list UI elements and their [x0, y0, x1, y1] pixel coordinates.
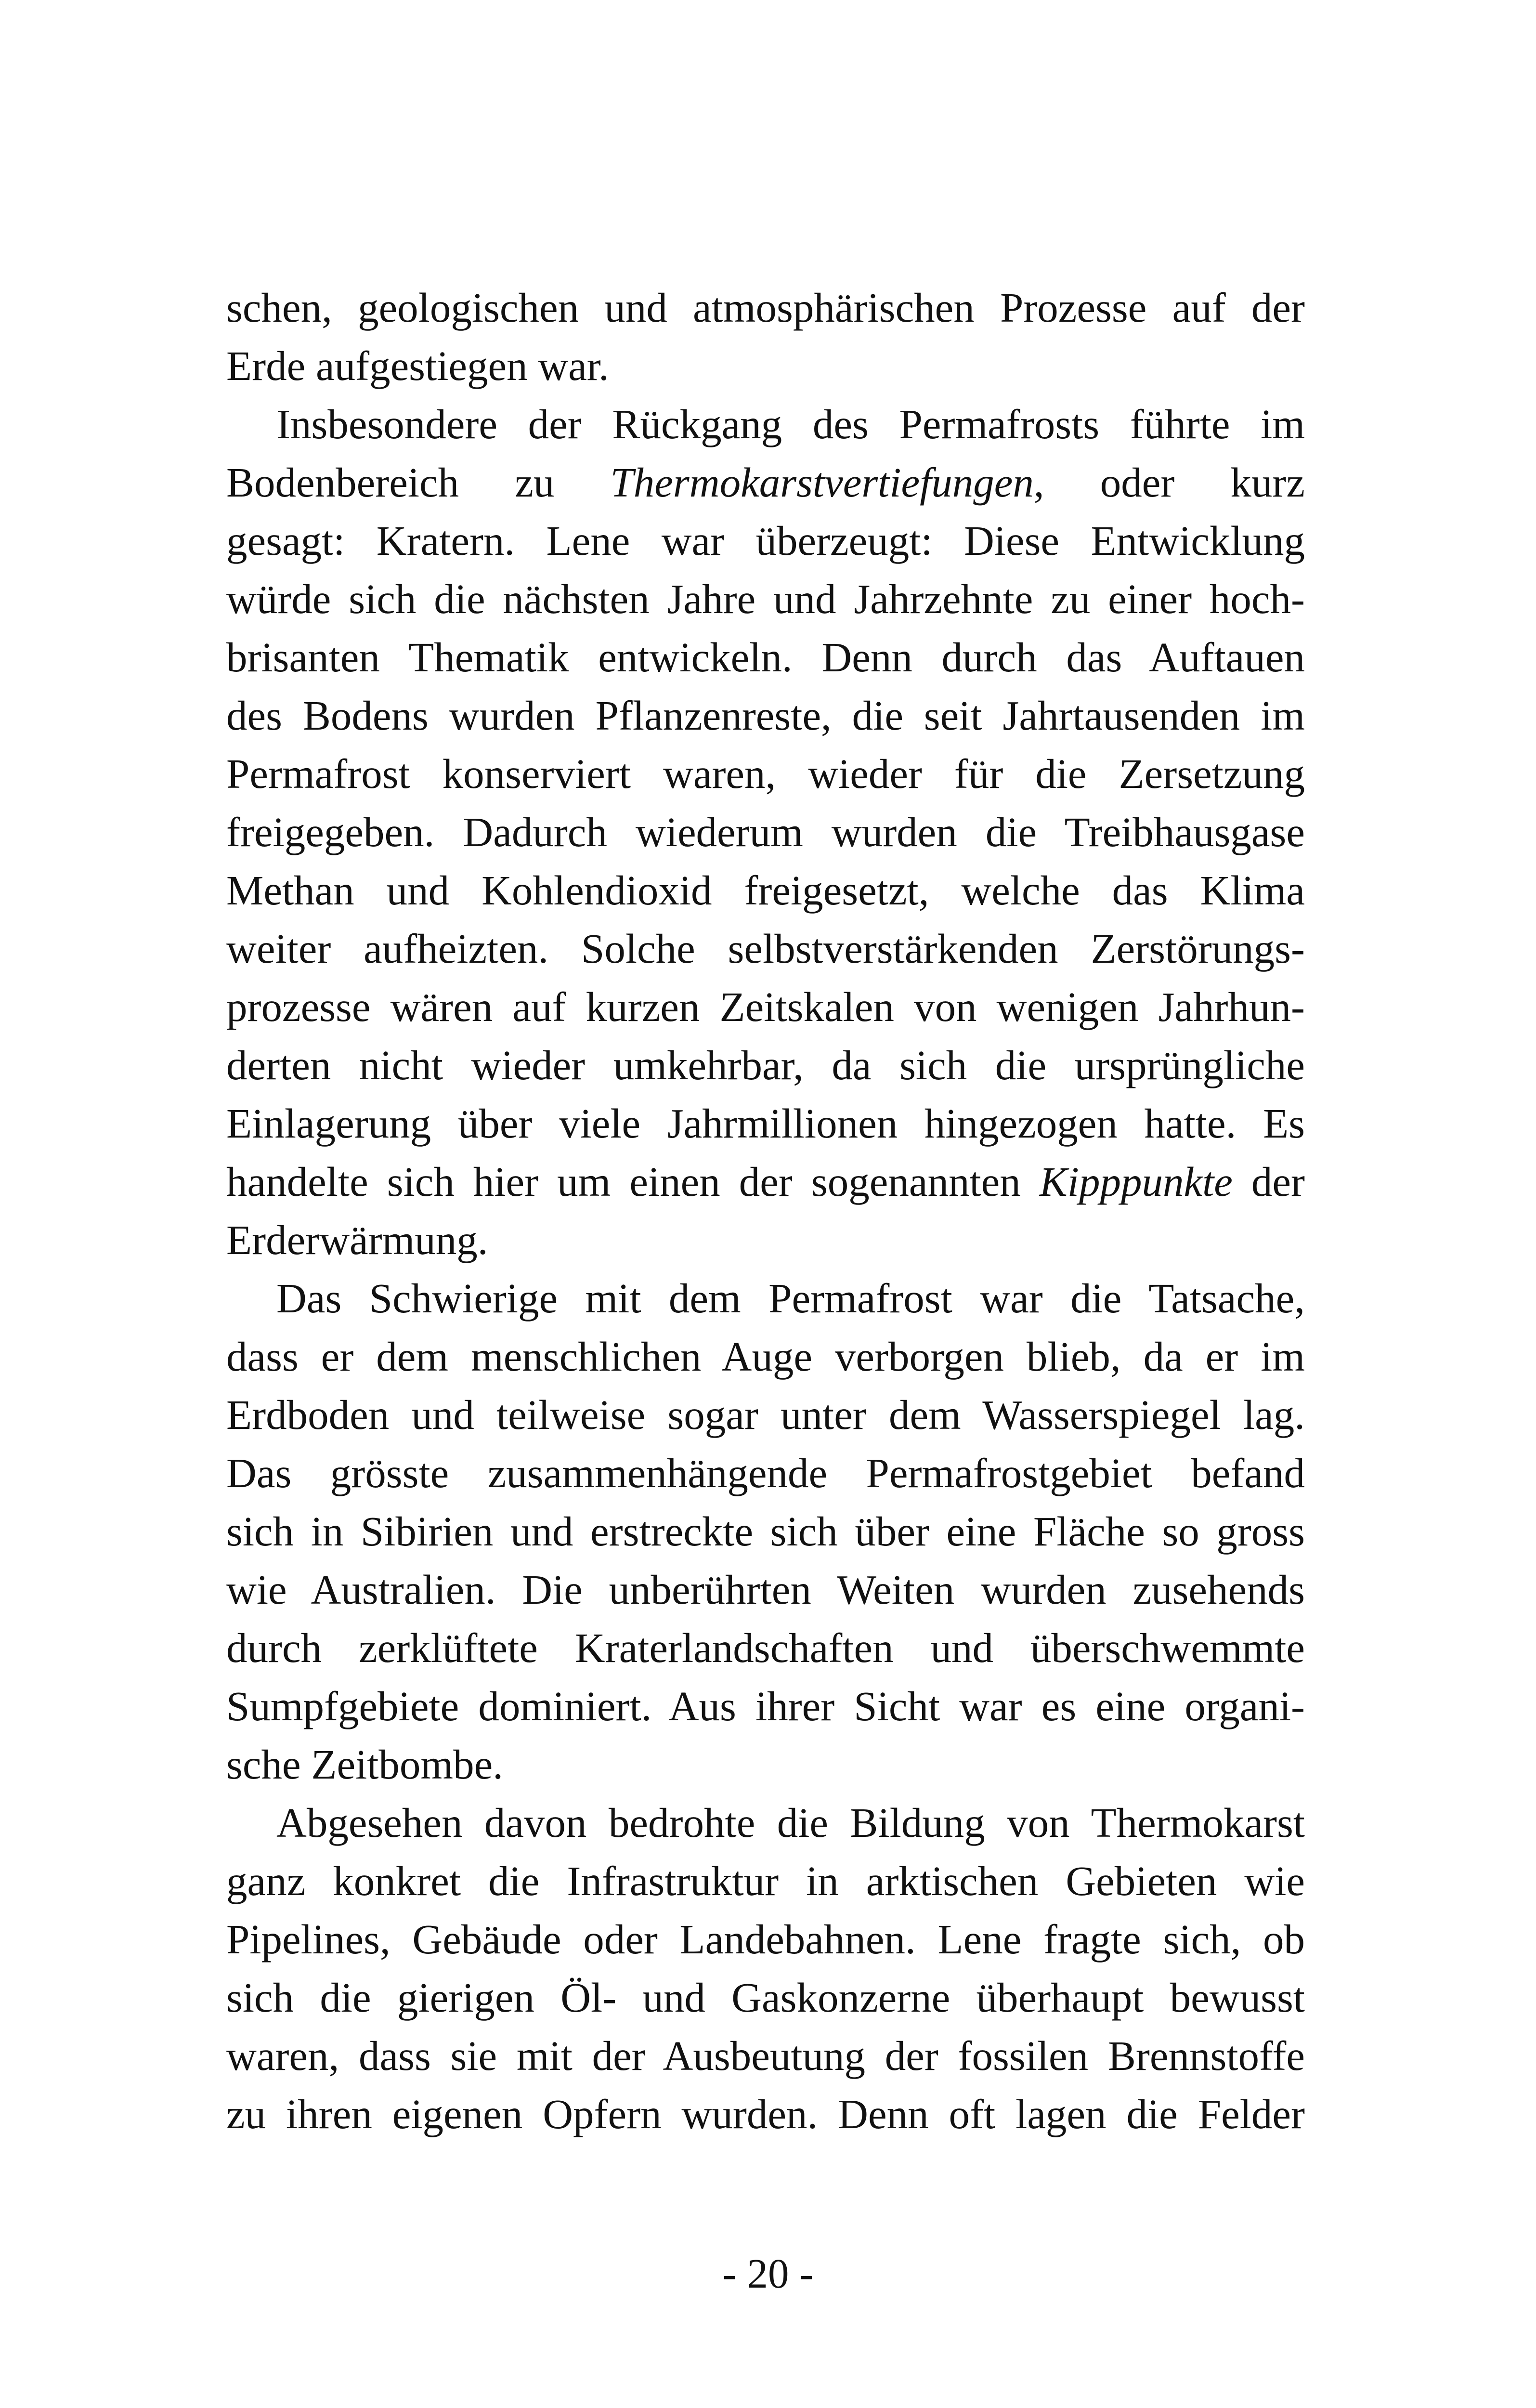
- text-segment: prozesse wären auf kurzen Zeitskalen von wenigen Jahrhun-: [226, 983, 1305, 1030]
- text-segment: des Bodens wurden Pflanzenreste, die seit Jahrtausenden im: [226, 692, 1305, 739]
- text-line: [226, 1211, 1305, 1269]
- text-line: [226, 1386, 1305, 1444]
- text-segment: Abgesehen davon bedrohte die Bildung von Thermokarst: [276, 1799, 1305, 1846]
- italic-term: Thermokarstvertiefungen: [610, 459, 1034, 506]
- text-segment: Erderwärmung.: [226, 1217, 488, 1263]
- paragraph: [226, 1269, 1305, 1793]
- text-segment: sich in Sibirien und erstreckte sich über eine Fläche so gross: [226, 1508, 1305, 1555]
- text-segment: Permafrost konserviert waren, wieder für die Zersetzung: [226, 750, 1305, 797]
- text-segment: würde sich die nächsten Jahre und Jahrzehnte zu einer hoch-: [226, 576, 1305, 622]
- text-line: [226, 1735, 1305, 1793]
- text-segment: der: [1232, 1158, 1305, 1205]
- paragraph: [226, 1793, 1305, 2143]
- text-line: [226, 453, 1305, 511]
- text-line: [226, 628, 1305, 686]
- text-line: [226, 1968, 1305, 2027]
- text-segment: gesagt: Kratern. Lene war überzeugt: Diese Entwicklung: [226, 517, 1305, 564]
- italic-term: Kipppunkte: [1039, 1158, 1233, 1205]
- text-segment: ganz konkret die Infrastruktur in arktischen Gebieten wie: [226, 1858, 1305, 1904]
- text-segment: wie Australien. Die unberührten Weiten wurden zusehends: [226, 1566, 1305, 1613]
- text-segment: Erde aufgestiegen war.: [226, 342, 609, 389]
- text-line: [226, 686, 1305, 745]
- text-line: [226, 1152, 1305, 1211]
- text-line: [226, 1793, 1305, 1852]
- text-line: [226, 1910, 1305, 1968]
- text-segment: Methan und Kohlendioxid freigesetzt, welche das Klima: [226, 867, 1305, 914]
- text-line: [226, 803, 1305, 861]
- text-line: [226, 978, 1305, 1036]
- text-segment: weiter aufheizten. Solche selbstverstärkenden Zerstörungs-: [226, 925, 1305, 972]
- text-segment: Einlagerung über viele Jahrmillionen hingezogen hatte. Es: [226, 1100, 1305, 1147]
- text-line: [226, 919, 1305, 978]
- text-line: [226, 511, 1305, 570]
- text-line: [226, 278, 1305, 337]
- text-segment: Erdboden und teilweise sogar unter dem Wasserspiegel lag.: [226, 1391, 1305, 1438]
- text-segment: schen, geologischen und atmosphärischen Prozesse auf der: [226, 284, 1305, 331]
- text-segment: Das Schwierige mit dem Permafrost war die Tatsache,: [276, 1275, 1305, 1322]
- text-line: [226, 1852, 1305, 1910]
- paragraph: [226, 278, 1305, 395]
- text-segment: dass er dem menschlichen Auge verborgen blieb, da er im: [226, 1333, 1305, 1380]
- text-line: [226, 745, 1305, 803]
- text-line: [226, 570, 1305, 628]
- text-line: [226, 1327, 1305, 1386]
- text-segment: brisanten Thematik entwickeln. Denn durch das Auftauen: [226, 634, 1305, 681]
- text-segment: sche Zeitbombe.: [226, 1741, 503, 1788]
- text-segment: zu ihren eigenen Opfern wurden. Denn oft lagen die Felder: [226, 2091, 1305, 2137]
- text-segment: Das grösste zusammenhängende Permafrostgebiet befand: [226, 1450, 1305, 1496]
- text-line: [226, 337, 1305, 395]
- text-line: [226, 861, 1305, 919]
- text-line: [226, 1619, 1305, 1677]
- text-segment: Insbesondere der Rückgang des Permafrosts führte im: [276, 401, 1305, 447]
- text-segment: waren, dass sie mit der Ausbeutung der fossilen Brennstoffe: [226, 2032, 1305, 2079]
- text-segment: sich die gierigen Öl- und Gaskonzerne überhaupt bewusst: [226, 1974, 1305, 2021]
- text-line: [226, 2027, 1305, 2085]
- text-segment: derten nicht wieder umkehrbar, da sich die ursprüngliche: [226, 1042, 1305, 1088]
- text-line: [226, 1444, 1305, 1502]
- text-line: [226, 1036, 1305, 1094]
- text-segment: , oder kurz: [1033, 459, 1305, 506]
- text-segment: Pipelines, Gebäude oder Landebahnen. Lene fragte sich, ob: [226, 1916, 1305, 1963]
- page-number: - 20 -: [722, 2250, 814, 2297]
- text-line: [226, 2085, 1305, 2143]
- text-segment: durch zerklüftete Kraterlandschaften und überschwemmte: [226, 1624, 1305, 1671]
- text-line: [226, 1094, 1305, 1152]
- body-text: [226, 278, 1305, 2143]
- text-segment: freigegeben. Dadurch wiederum wurden die Treibhausgase: [226, 809, 1305, 855]
- text-line: [226, 1502, 1305, 1560]
- text-line: [226, 1677, 1305, 1735]
- text-line: [226, 1269, 1305, 1327]
- text-segment: Bodenbereich zu: [226, 459, 611, 506]
- text-line: [226, 1560, 1305, 1619]
- text-segment: Sumpfgebiete dominiert. Aus ihrer Sicht war es eine organi-: [226, 1683, 1305, 1729]
- paragraph: [226, 395, 1305, 1269]
- text-line: [226, 395, 1305, 453]
- text-segment: handelte sich hier um einen der sogenannten: [226, 1158, 1040, 1205]
